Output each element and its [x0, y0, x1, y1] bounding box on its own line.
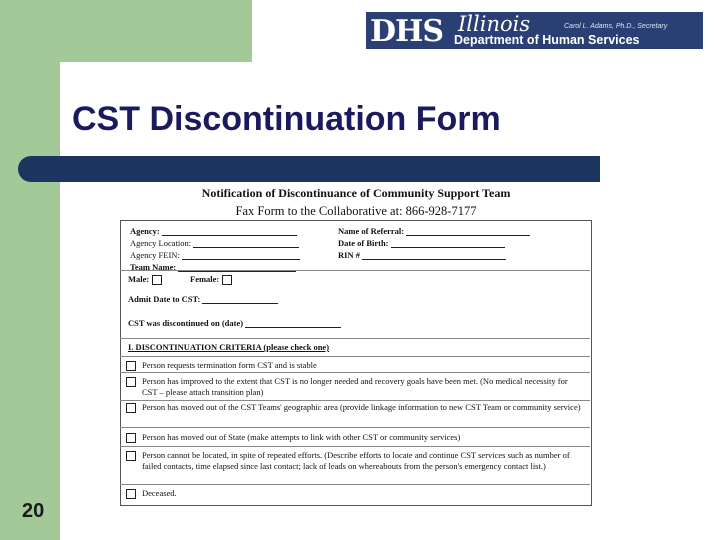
separator: [120, 427, 590, 428]
male-field: Male:: [128, 274, 162, 285]
referral-name-field: Name of Referral:: [338, 226, 530, 236]
criteria-checkbox: [126, 489, 136, 499]
slide-number: 20: [22, 500, 45, 522]
female-checkbox: [222, 275, 232, 285]
criteria-heading: I. DISCONTINUATION CRITERIA (please check one): [128, 342, 330, 352]
separator: [120, 400, 590, 401]
agency-location-field: Agency Location:: [130, 238, 299, 248]
female-field: Female:: [190, 274, 232, 285]
form-subheading: Fax Form to the Collaborative at: 866-928-7177: [235, 204, 477, 218]
criteria-checkbox: [126, 403, 136, 413]
criteria-checkbox: [126, 361, 136, 371]
criteria-item: Person requests termination form CST and is stable: [126, 360, 582, 371]
admit-date-field: Admit Date to CST:: [128, 294, 278, 304]
separator: [120, 270, 590, 271]
separator: [120, 356, 590, 357]
logo-secretary: Carol L. Adams, Ph.D., Secretary: [564, 23, 668, 30]
separator: [120, 338, 590, 339]
criteria-checkbox: [126, 451, 136, 461]
form-image: [120, 184, 592, 506]
separator: [120, 484, 590, 485]
separator: [120, 446, 590, 447]
criteria-checkbox: [126, 433, 136, 443]
criteria-item: Person has moved out of the CST Teams' geographic area (provide linkage information to new CST Team or community service): [126, 402, 582, 413]
green-side-stripe: [0, 0, 60, 540]
separator: [120, 372, 590, 373]
date-of-birth-field: Date of Birth:: [338, 238, 505, 248]
criteria-item: Person cannot be located, in spite of repeated efforts. (Describe efforts to locate and continue CST services such as number of failed contacts, time elapsed since last contact; lack of leads on whereabouts from the person's emergency contact list.): [126, 450, 582, 471]
criteria-item: Person has improved to the extent that CST is no longer needed and recovery goals have been met. (No medical necessity for CST – please attach transition plan): [126, 376, 582, 397]
discontinued-date-field: CST was discontinued on (date): [128, 318, 341, 328]
criteria-checkbox: [126, 377, 136, 387]
logo-department: Department of Human Services: [454, 33, 640, 47]
dhs-logo: [366, 12, 703, 49]
form-heading: Notification of Discontinuance of Community Support Team: [201, 186, 511, 200]
rin-field: RIN #: [338, 250, 506, 260]
agency-field: Agency:: [130, 226, 297, 236]
logo-brand: DHS: [370, 14, 444, 49]
title-underline-bar: [18, 156, 600, 182]
team-name-field: Team Name:: [130, 262, 296, 272]
page-title: CST Discontinuation Form: [72, 100, 501, 138]
criteria-item: Deceased.: [126, 488, 582, 499]
male-checkbox: [152, 275, 162, 285]
agency-fein-field: Agency FEIN:: [130, 250, 300, 260]
criteria-item: Person has moved out of State (make attempts to link with other CST or community services): [126, 432, 582, 443]
logo-state: Illinois: [458, 12, 531, 36]
